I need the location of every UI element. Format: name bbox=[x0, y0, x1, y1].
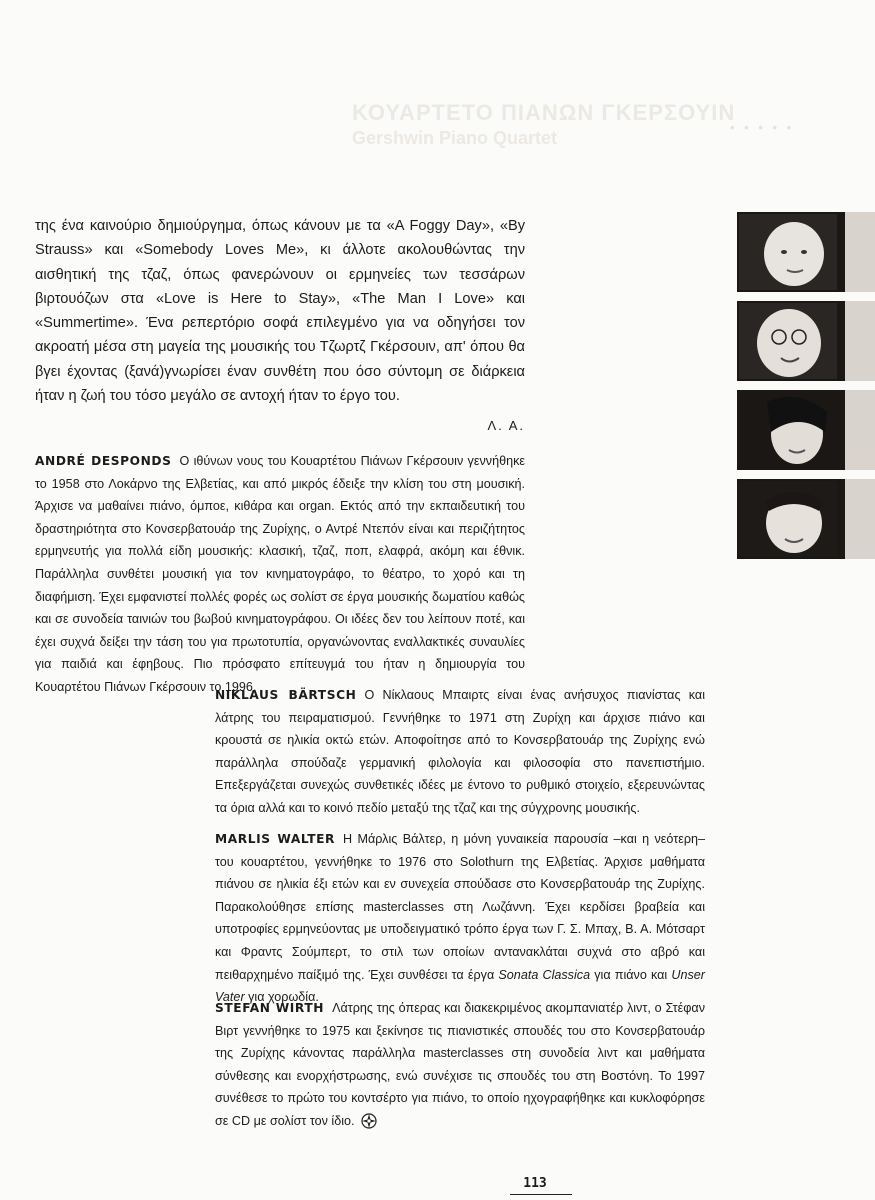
bio-name: ANDRÉ DESPONDS bbox=[35, 454, 172, 468]
bleed-through-dots: • • • • • bbox=[730, 120, 795, 135]
musician-photo bbox=[737, 301, 875, 381]
bio-text: Η Μάρλις Βάλτερ, η μόνη γυναικεία παρουσία –και η νεότερη– του κουαρτέτου, γεννήθηκε το 1976 στο Solothurn της Ελβετίας. Άρχισε μαθήματα πιάνου σε ηλικία έξι ετών και εν συνεχεία σπούδασε στο Κονσερβατουάρ της Ζυρίχης. Παρακολούθησε επίσης masterclasses στη Λωζάννη. Έχει κερδίσει βραβεία και υποτροφίες ερμηνεύοντας με υποδειγματικό τρόπο έργα των Γ. Σ. Μπαχ, Β. Α. Μότσαρτ και Φραντς Σούμπερτ, το στιλ των οποίων αντανακλάται συχνά στο αβρό και πειθαρχημένο παίξιμό της. Έχει συνθέσει τα έργα bbox=[215, 832, 705, 982]
work-title: Sonata Classica bbox=[498, 967, 591, 982]
bleed-through-title: ΚΟΥΑΡΤΕΤΟ ΠΙΑΝΩΝ ΓΚΕΡΣΟΥΙΝ bbox=[352, 100, 736, 125]
bio-text: Ο ιθύνων νους του Κουαρτέτου Πιάνων Γκέρσουιν γεννήθηκε το 1958 στο Λοκάρνο της Ελβετίας, και από μικρός έδειξε την κλίση του στη μουσική. Άρχισε να μαθαίνει πιάνο, όμποε, κιθάρα και organ. Εκτός από την εκπαιδευτική του δραστηριότητα στο Κονσερβατουάρ της Ζυρίχης, ο Αντρέ Ντεπόν είναι και περιζήτητος ερμηνευτής για πολλά είδη μουσικής: κλασική, τζαζ, ποπ, ελαφρά, ακόμη και έθνικ. Παράλληλα συνθέτει μουσική για τον κινηματογράφο, το θέατρο, το χορό και τη διαφήμιση. Έχει εμφανιστεί πολλές φορές ως σολίστ σε έργα μουσικής δωματίου καθώς και σε συνοδεία ταινιών του βωβού κινηματογράφου. Οι ιδέες δεν του λείπουν ποτέ, και έχει συχνά δείξει την τάση του για πρωτοτυπία, οργανώνοντας εναλλακτικές συναυλίες για παιδιά και έφηβους. Πιο πρόσφατο επίτευγμά του ήταν η δημιουργία του Κουαρτέτου Πιάνων Γκέρσουιν το 1996. bbox=[35, 454, 525, 694]
bio-andre-desponds bbox=[35, 450, 525, 699]
bio-name: NIKLAUS BÄRTSCH bbox=[215, 688, 357, 702]
bleed-through-subtitle: Gershwin Piano Quartet bbox=[352, 128, 558, 148]
work-title: Unser Vater bbox=[215, 967, 705, 1005]
cd-icon bbox=[361, 1113, 377, 1137]
intro-paragraph bbox=[35, 214, 525, 439]
bio-text: για πιάνο και bbox=[590, 967, 672, 982]
author-signature: Λ. Α. bbox=[487, 418, 525, 434]
page-number-rule bbox=[510, 1194, 572, 1195]
page-number: 113 bbox=[523, 1176, 547, 1191]
bio-text: Ο Νίκλαους Μπαιρτς είναι ένας ανήσυχος πιανίστας και λάτρης του πειραματισμού. Γεννήθηκε το 1971 στη Ζυρίχη και άρχισε πιάνο και κρουστά σε ηλικία οκτώ ετών. Αποφοίτησε από το Κονσερβατουάρ της Ζυρίχης ενώ παράλληλα σπούδαζε γερμανική φιλολογία και φιλοσοφία στο πανεπιστήμιο. Επεξεργάζεται συνεχώς συνθετικές ιδέες με έντονο το ρυθμικό στοιχείο, εξερευνώντας τα όρια αλλά και το κοινό πεδίο μεταξύ της τζαζ και της σύγχρονης μουσικής. bbox=[215, 688, 705, 815]
musician-photo bbox=[737, 479, 875, 559]
intro-text: της ένα καινούριο δημιούργημα, όπως κάνουν με τα «A Foggy Day», «By Strauss» και «Somebody Loves Me», κι άλλοτε ακολουθώντας την αισθητική της τζαζ, όπως φανερώνουν οι ερμηνείες των τεσσάρων βιρτουόζων στα «Love is Here to Stay», «The Man I Love» και «Summertime». Ένα ρεπερτόριο σοφά επιλεγμένο για να οδηγήσει τον ακροατή μέσα στη μαγεία της μουσικής του Τζωρτζ Γκέρσουιν, απ' όπου θα βγει έχοντας (ξανά)γνωρίσει έναν συνθέτη που όσο σύντομη σε διάρκεια ήταν η ζωή του τόσο μεγάλο σε αντοχή ήταν το έργο του. bbox=[35, 218, 525, 405]
bio-name: STEFAN WIRTH bbox=[215, 1001, 325, 1015]
bio-niklaus-bartsch bbox=[215, 684, 705, 820]
musician-photo bbox=[737, 212, 875, 292]
bio-text: Λάτρης της όπερας και διακεκριμένος ακομπανιατέρ λιντ, ο Στέφαν Βιρτ γεννήθηκε το 1975 και ξεκίνησε τις πιανιστικές σπουδές του στο Κονσερβατουάρ της Ζυρίχης κάνοντας παράλληλα masterclasses στη συνοδεία λιντ και μαθήματα σύνθεσης και ενορχήστρωσης, ενώ συνέχισε τις σπουδές του στη Βοστόνη. Το 1997 συνέθεσε το πρώτο του κοντσέρτο για πιάνο, το οποίο ηχογραφήθηκε και κυκλοφόρησε σε CD με σολίστ τον ίδιο. bbox=[215, 1001, 705, 1128]
bio-marlis-walter bbox=[215, 828, 705, 1009]
bio-name: MARLIS WALTER bbox=[215, 832, 336, 846]
bio-stefan-wirth bbox=[215, 997, 705, 1137]
musician-photo bbox=[737, 390, 875, 470]
bio-text: για χορωδία. bbox=[244, 990, 319, 1005]
photo-strip bbox=[737, 212, 875, 568]
